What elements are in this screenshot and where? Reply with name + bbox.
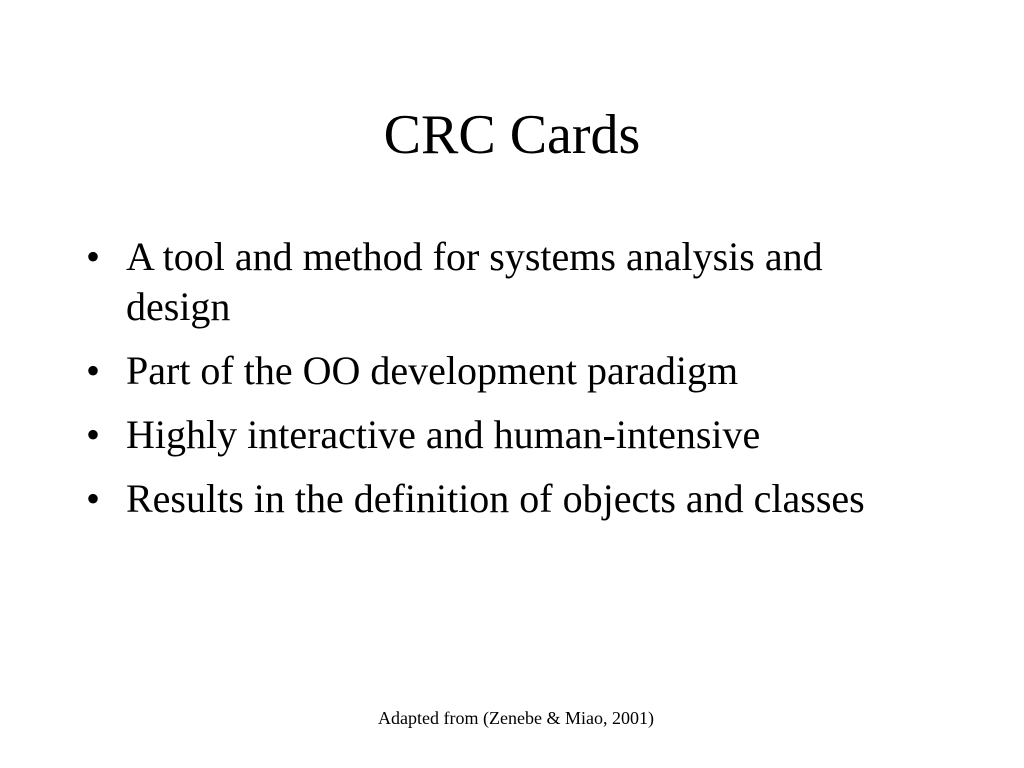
bullet-icon: • [86,476,101,521]
bullet-item [86,410,936,460]
bullet-text: A tool and method for systems analysis and design [126,234,823,329]
bullet-text: Results in the definition of objects and classes [126,476,865,521]
source-footer: Adapted from (Zenebe & Miao, 2001) [378,708,654,728]
bullet-list [86,232,936,538]
bullet-icon: • [86,412,101,457]
bullet-text: Part of the OO development paradigm [126,348,739,393]
bullet-icon: • [86,234,101,279]
bullet-item [86,474,936,524]
bullet-item [86,232,936,332]
bullet-icon: • [86,348,101,393]
bullet-text: Highly interactive and human-intensive [126,412,761,457]
slide-title: CRC Cards [383,104,641,166]
bullet-item [86,346,936,396]
